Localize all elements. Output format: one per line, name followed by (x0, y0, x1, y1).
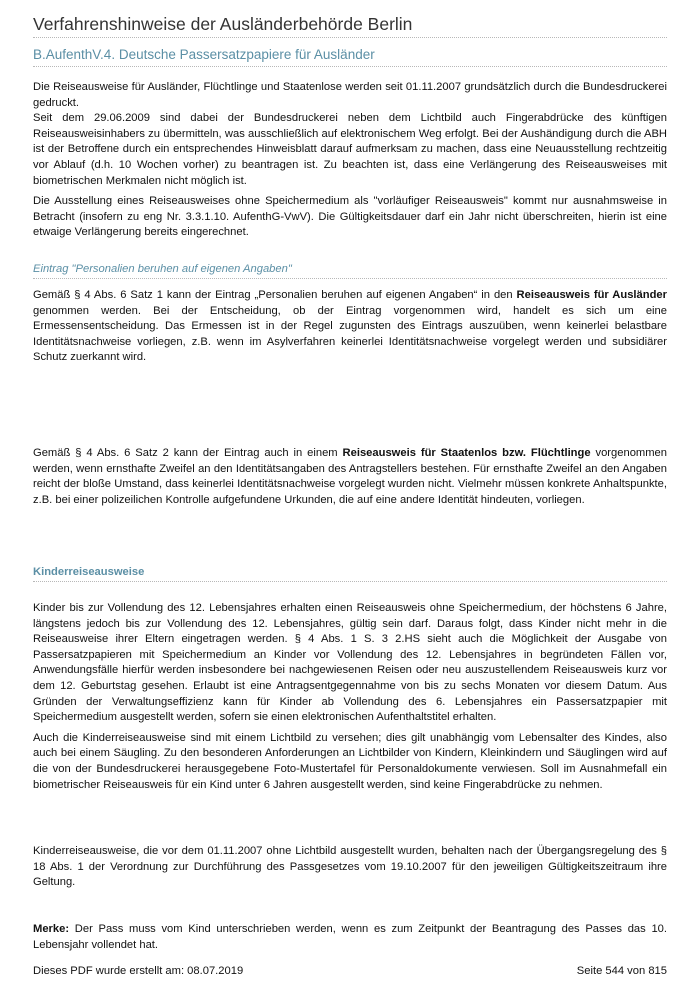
kinder-paragraph-1: Kinder bis zur Vollendung des 12. Lebensjahres erhalten einen Reiseausweis ohne Speichermedium, der höchstens 6 Jahre, längstens jedoch bis zur Vollendung des 12. Lebensjahres, gültig sein darf. Daraus folgt, dass Kinder nicht mehr in die Reiseausweise ihrer Eltern eingetragen werden. § 4 Abs. 1 S. 3 2.HS sieht auch die Möglichkeit der Ausgabe von Passersatzpapieren mit Speichermedium an Kinder vor Vollendung des 12. Lebensjahres in begründeten Fällen vor, Anwendungsfälle hierfür werden insbesondere bei nachgewiesenen Reisen oder neu auszustellendem Reiseausweis kurz vor dem 12. Geburtstag gesehen. Erlaubt ist eine Antragsentgegennahme von bis zu sechs Monaten vor diesem Datum. Aus Gründen der Verwaltungseffizienz kann für Kinder ab Vollendung des 6. Lebensjahres ein Passersatzpapier mit Speichermedium ausgestellt werden, sofern sie einen elektronischen Aufenthaltstitel erhalten. (33, 602, 667, 724)
eintrag-paragraph-2 (33, 446, 667, 508)
intro-block (33, 80, 667, 241)
intro-paragraph-1 (33, 80, 667, 189)
footer-created-date: Dieses PDF wurde erstellt am: 08.07.2019 (33, 965, 244, 977)
kinder-paragraph-2: Auch die Kinderreiseausweise sind mit einem Lichtbild zu versehen; dies gilt unabhängig vom Lebensalter des Kindes, also auch bei einem Säugling. Zu den besonderen Anforderungen an Lichtbilder von Kindern, Kleinkindern und Säuglingen wird auf die von der Bundesdruckerei herausgegebene Foto-Mustertafel für Personaldokumente verwiesen. Soll im Ausnahmefall ein biometrischer Reiseausweis für ein Kind unter 6 Jahren ausgestellt werden, sind keine Fingerabdrücke zu nehmen. (33, 731, 667, 791)
section-title: B.AufenthV.4. Deutsche Passersatzpapiere für Ausländer (33, 45, 667, 67)
intro-text-1a: Die Reiseausweise für Ausländer, Flüchtlinge und Staatenlose werden seit 01.11.2007 grundsätzlich durch die Bundesdruckerei gedruckt. (33, 81, 667, 109)
eintrag-p2-text-a: Gemäß § 4 Abs. 6 Satz 2 kann der Eintrag auch in einem (33, 447, 343, 459)
eintrag-heading: Eintrag "Personalien beruhen auf eigenen Angaben" (33, 262, 667, 279)
eintrag-p2-bold: Reiseausweis für Staatenlos bzw. Flüchtlinge (342, 447, 591, 459)
eintrag-p1-text-a: Gemäß § 4 Abs. 6 Satz 1 kann der Eintrag „Personalien beruhen auf eigenen Angaben“ in den (33, 289, 517, 301)
kinder-paragraph-3: Kinderreiseausweise, die vor dem 01.11.2007 ohne Lichtbild ausgestellt wurden, behalten nach der Übergangsregelung des § 18 Abs. 1 der Verordnung zur Durchführung des Passgesetzes vom 19.10.2007 für den jeweiligen Gültigkeitszeitraum ihre Geltung. (33, 845, 667, 889)
eintrag-p1-text-b: genommen werden. Bei der Entscheidung, ob der Eintrag vorgenommen wird, handelt es sich um eine Ermessensentscheidung. Das Ermessen ist in der Regel zugunsten des Eintrags auszuüben, wenn keinerlei belastbare Identitätsnachweise vorliegen, z.B. wenn im Asylverfahren keinerlei Identitätsnachweise vorgelegt werden und subsidiärer Schutz zuerkannt wird. (33, 304, 667, 364)
intro-text-1b: Seit dem 29.06.2009 sind dabei der Bundesdruckerei neben dem Lichtbild auch Fingerabdrücke des künftigen Reiseausweisinhabers zu übermitteln, was ausschließlich auf elektronischem Weg erfolgt. Bei der Aushändigung durch die ABH ist der Betroffene durch ein entsprechendes Hinweisblatt darauf aufmerksam zu machen, dass eine Neuausstellung rechtzeitig vor Ablauf (d.h. 10 Wochen vorher) zu beantragen ist. Zu beachten ist, dass eine Verlängerung des Reiseausweises mit biometrischen Merkmalen nicht möglich ist. (33, 112, 667, 187)
merke-text: Der Pass muss vom Kind unterschrieben werden, wenn es zum Zeitpunkt der Beantragung des Passes das 10. Lebensjahr vollendet hat. (33, 923, 667, 951)
kinder-heading: Kinderreiseausweise (33, 565, 667, 582)
intro-paragraph-2: Die Ausstellung eines Reiseausweises ohne Speichermedium als "vorläufiger Reiseausweis" kommt nur ausnahmsweise in Betracht (insofern zu eng Nr. 3.3.1.10. AufenthG-VwV). Die Gültigkeitsdauer darf ein Jahr nicht überschreiten, hierin ist eine etwaige Verlängerung bereits eingerechnet. (33, 195, 667, 239)
kinder-block (33, 601, 667, 793)
merke-paragraph (33, 922, 667, 953)
eintrag-paragraph-1 (33, 288, 667, 366)
eintrag-p2-text-b: vorgenommen werden, wenn ernsthafte Zweifel an den Identitätsangaben des Antragstellers bestehen. Für ernsthafte Zweifel an den Angaben reicht der bloße Umstand, dass keinerlei Identitätsnachweise vorgelegt wurden nicht. Vielmehr müssen konkrete Anhaltspunkte, z.B. bei einer polizeilichen Kontrolle aufgefundene Urkunden, die auf eine andere Identität hindeuten, vorliegen. (33, 447, 668, 506)
merke-label: Merke: (33, 923, 70, 935)
footer-page-number: Seite 544 von 815 (576, 965, 667, 977)
eintrag-p1-bold: Reiseausweis für Ausländer (516, 289, 667, 301)
document-title: Verfahrenshinweise der Ausländerbehörde Berlin (33, 12, 667, 38)
